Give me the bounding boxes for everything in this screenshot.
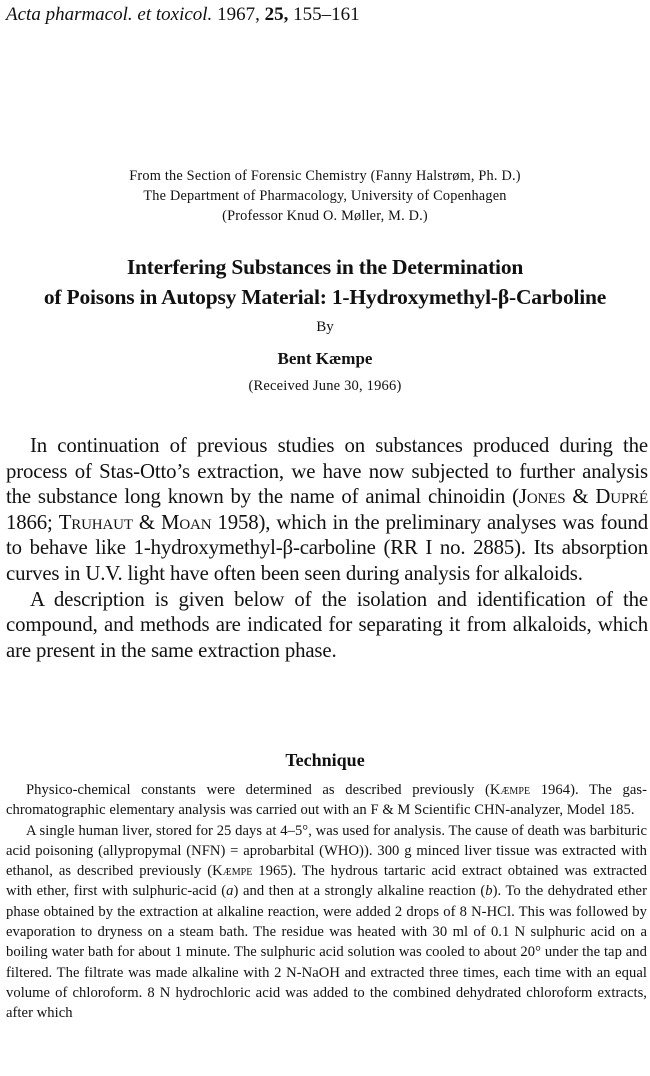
- abstract: [6, 433, 648, 663]
- affiliation-line: The Department of Pharmacology, University of Copenhagen: [143, 188, 507, 204]
- journal-volume: 25,: [264, 4, 289, 25]
- article-title: [0, 252, 650, 312]
- title-line: of Poisons in Autopsy Material: 1-Hydroxymethyl-β-Carboline: [43, 285, 607, 309]
- journal-year: 1967,: [217, 4, 260, 25]
- body-paragraph: A single human liver, stored for 25 days at 4–5°, was used for analysis. The cause of death was barbituric acid poisoning (allypropymal (NFN) = aprobarbital (WHO)). 300 g minced liver tissue was extracted with ethanol, as described previously (Kæmpe 1965). The hydrous tartaric acid extract obtained was extracted with ether, first with sulphuric-acid (a) and then at a strongly alkaline reaction (b). To the dehydrated ether phase obtained by the extraction at alkaline reaction, were added 2 drops of 8 N-HCl. This was followed by evaporation to dryness on a steam bath. The residue was heated with 30 ml of 0.1 N sulphuric acid on a boiling water bath for about 1 minute. The sulphuric acid solution was cooled to about 20° under the tap and filtered. The filtrate was made alkaline with 2 N-NaOH and extracted three times, each time with an equal volume of chloroform. 8 N hydrochloric acid was added to the combined dehydrated chloroform extracts, after which: [6, 822, 647, 1022]
- abstract-paragraph: A description is given below of the isolation and identification of the compound, and methods are indicated for separating it from alkaloids, which are present in the same extraction phase.: [6, 587, 648, 662]
- citation: Kæmpe: [489, 782, 531, 798]
- citation: Truhaut & Moan: [58, 510, 212, 534]
- abstract-paragraph: In continuation of previous studies on substances produced during the process of Stas-Otto’s extraction, we have now subjected to further analysis the substance long known by the name of animal chinoidin (Jones & Dupré 1866; Truhaut & Moan 1958), which in the preliminary analyses was found to behave like 1-hydroxymethyl-β-carboline (RR I no. 2885). Its absorption curves in U.V. light have often been seen during analysis for alkaloids.: [6, 434, 649, 585]
- affiliation: [0, 166, 650, 226]
- author-name: Bent Kæmpe: [277, 349, 373, 368]
- journal-name: Acta pharmacol. et toxicol.: [6, 4, 213, 25]
- citation: Jones & Dupré: [518, 485, 648, 509]
- affiliation-line: From the Section of Forensic Chemistry (Fanny Halstrøm, Ph. D.): [129, 168, 521, 184]
- title-line: Interfering Substances in the Determination: [126, 255, 524, 279]
- citation: Kæmpe: [212, 863, 253, 880]
- journal-citation: [6, 3, 360, 27]
- byline: By: [316, 319, 334, 335]
- affiliation-line: (Professor Knud O. Møller, M. D.): [222, 208, 428, 224]
- section-heading: Technique: [285, 750, 365, 770]
- journal-pages: 155–161: [293, 4, 360, 25]
- received-date: (Received June 30, 1966): [248, 378, 402, 394]
- body-paragraph: Physico-chemical constants were determined as described previously (Kæmpe 1964). The gas-chromatographic elementary analysis was carried out with an F & M Scientific CHN-analyzer, Model 185.: [6, 782, 647, 819]
- section-body: [6, 780, 647, 1024]
